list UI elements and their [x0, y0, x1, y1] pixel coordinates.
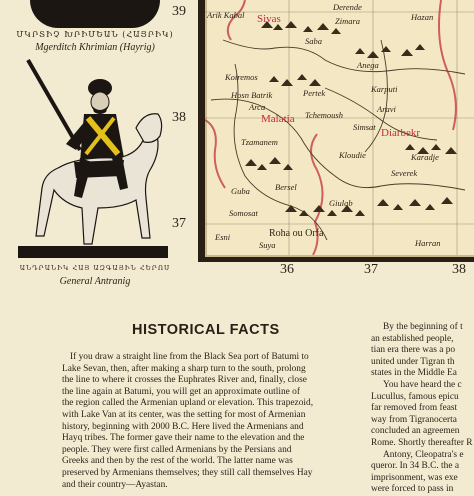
latitude-label-39: 39: [172, 4, 186, 19]
place-aravi[interactable]: Aravi: [377, 104, 396, 114]
city-roha[interactable]: Roha ou Orfa: [269, 228, 324, 239]
paragraph-line: people. They were first called Armenians by the Persians and: [62, 444, 292, 455]
latitude-label-37: 37: [172, 216, 186, 231]
right-column-line: united under Tigran th: [371, 356, 455, 367]
right-column-line: tian era there was a po: [371, 345, 456, 356]
latitude-label-38: 38: [172, 110, 186, 125]
historical-facts-paragraph: [62, 352, 348, 491]
paragraph-line: with Lake Van at its center, was the setting for most of Armenian: [62, 409, 306, 420]
right-column-line: Antony, Cleopatra's e: [383, 449, 464, 460]
city-malatia[interactable]: Malatia: [261, 113, 295, 125]
longitude-label-36: 36: [280, 262, 294, 277]
place-kloudie[interactable]: Kloudie: [339, 150, 366, 160]
paragraph-line: Lake Sevan, then, after making a sharp turn to the south, prolong: [62, 363, 306, 374]
right-column-line: Rome. Shortly thereafter R: [371, 437, 473, 448]
paragraph-line: the line to where it crosses the Euphrates River and, finally, close: [62, 375, 307, 386]
antranig-portrait: [18, 58, 168, 258]
place-suya[interactable]: Suya: [259, 240, 276, 250]
place-saba[interactable]: Saba: [305, 36, 322, 46]
place-harran[interactable]: Harran: [415, 238, 441, 248]
place-tchemoush[interactable]: Tchemoush: [305, 110, 343, 120]
place-esni[interactable]: Esni: [215, 232, 231, 242]
place-zimara[interactable]: Zimara: [335, 16, 361, 26]
paragraph-line: the line again at Batumi, you will get an approximate outline of: [62, 386, 300, 397]
section-title: HISTORICAL FACTS: [132, 322, 280, 338]
right-column-text: [371, 322, 474, 496]
paragraph-line: and their country—Ayastan.: [62, 479, 168, 490]
place-hosn-batrik[interactable]: Hosn Batrik: [231, 90, 273, 100]
place-guba[interactable]: Guba: [231, 186, 250, 196]
right-column-line: were forced to pass in: [371, 484, 454, 495]
right-column-line: far removed from feast: [371, 403, 458, 414]
right-column-line: queror. In 34 B.C. the a: [371, 461, 460, 472]
right-column-line: Lucullus, famous epicu: [371, 391, 459, 402]
khrimian-portrait: [30, 0, 160, 28]
place-giulab[interactable]: Giulab: [329, 198, 353, 208]
khrimian-armenian-caption: ՄԿՐՏԻՉ ԽՐԻՄԵԱՆ (ՀԱՅՐԻԿ): [16, 30, 174, 39]
place-pertek[interactable]: Pertek: [303, 88, 326, 98]
right-column-line: You have heard the c: [383, 379, 462, 390]
place-anega[interactable]: Anega: [357, 60, 379, 70]
paragraph-line: Hayq tribes. The former gave their name to the elevation and the: [62, 433, 305, 444]
paragraph-line: history, beginning with 2000 B.C. Here lived the Armenians and: [62, 421, 304, 432]
antranig-name-caption: General Antranig: [59, 276, 131, 287]
place-hazan[interactable]: Hazan: [411, 12, 434, 22]
place-arik-kabal[interactable]: Arik Kabal: [207, 10, 245, 20]
place-somosat[interactable]: Somosat: [229, 208, 258, 218]
place-tzamanem[interactable]: Tzamanem: [241, 137, 278, 147]
paragraph-line: Greeks and then by the rest of the world. The latter name was: [62, 456, 293, 467]
place-koiremos[interactable]: Koiremos: [225, 72, 258, 82]
right-column-line: states in the Middle Ea: [371, 368, 457, 379]
place-karadje[interactable]: Karadje: [411, 152, 439, 162]
right-column-line: an established people,: [371, 333, 454, 344]
right-column-line: imprisonment, was exe: [371, 472, 458, 483]
paragraph-line: the region called the Armenian upland or elevation. This trapezoid,: [62, 398, 314, 409]
place-simsat[interactable]: Simsat: [353, 122, 376, 132]
paragraph-line: If you draw a straight line from the Black Sea port of Batumi to: [70, 352, 309, 362]
longitude-label-37: 37: [364, 262, 378, 277]
city-sivas[interactable]: Sivas: [257, 13, 281, 25]
place-severek[interactable]: Severek: [391, 168, 418, 178]
khrimian-name-caption: Mgerditch Khrimian (Hayrig): [35, 42, 155, 53]
antranig-armenian-caption: ԱՆԴՐԱՆԻԿ ՀԱՅ ԱԶԳԱՅԻՆ ՀԵՐՈՍ: [19, 264, 171, 272]
place-derende[interactable]: Derende: [333, 2, 362, 12]
right-column-line: concluded an agreemen: [371, 426, 460, 437]
city-diarbekr[interactable]: Diarbekr: [381, 127, 421, 139]
place-karputi[interactable]: Karputi: [371, 84, 398, 94]
longitude-label-38: 38: [452, 262, 466, 277]
place-bersel[interactable]: Bersel: [275, 182, 297, 192]
place-arca[interactable]: Arca: [249, 102, 266, 112]
map-canvas[interactable]: [205, 0, 474, 255]
paragraph-line: preserved by Armenians themselves; they still call themselves Hay: [62, 467, 313, 478]
right-column-line: way from Tigranocerta: [371, 414, 457, 425]
right-column-line: By the beginning of t: [383, 322, 463, 332]
